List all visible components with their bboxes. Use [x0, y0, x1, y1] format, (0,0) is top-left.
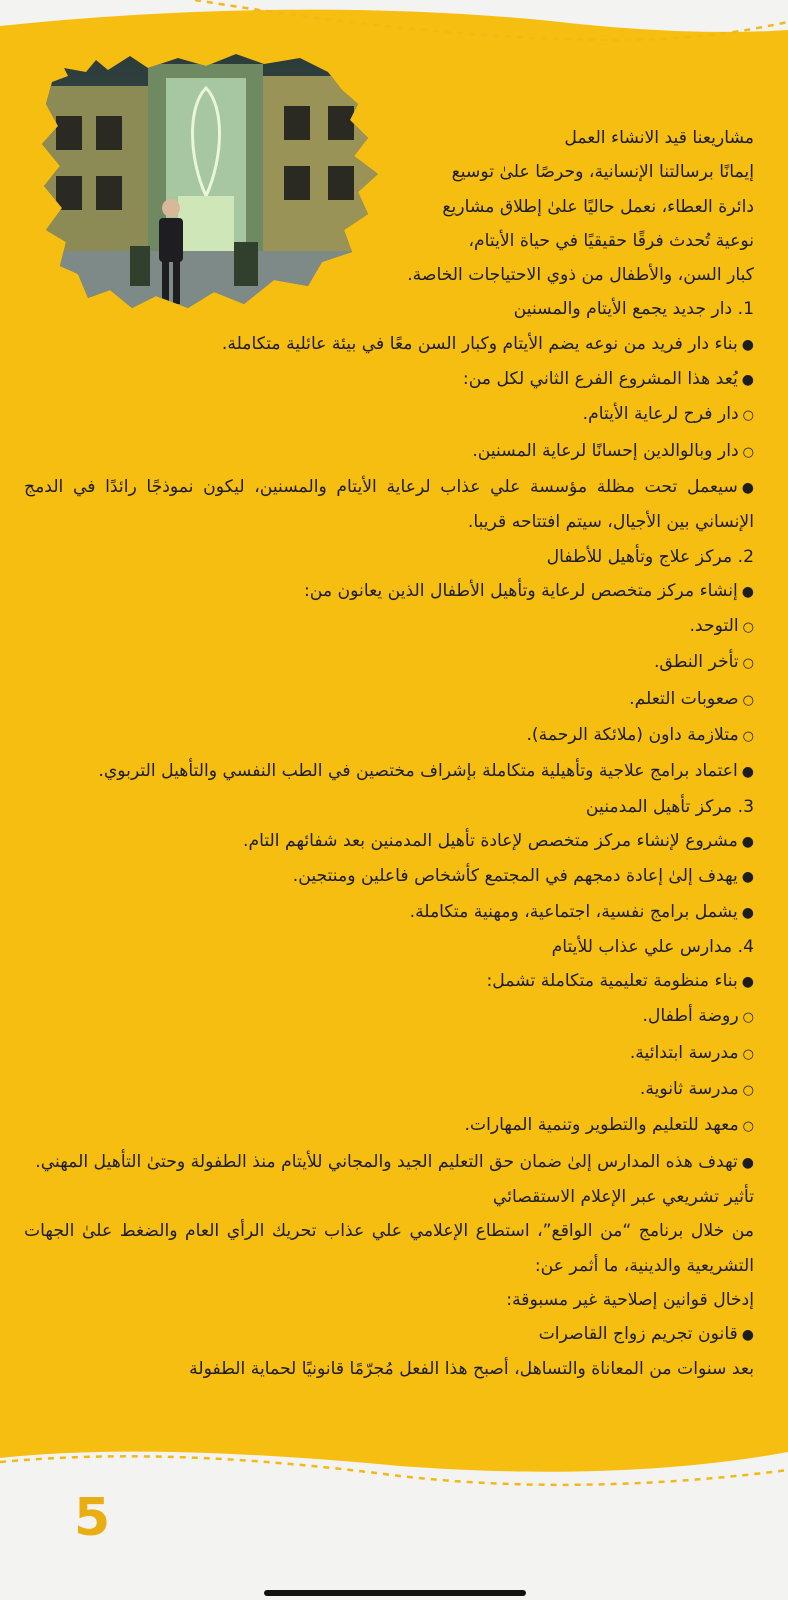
list-item: ●اعتماد برامج علاجية وتأهيلية متكاملة بإشراف مختصين في الطب النفسي والتأهيل التربوي.: [24, 754, 754, 789]
project-2-heading: 2. مركز علاج وتأهيل للأطفال: [546, 546, 754, 567]
circle-bullet-icon: ○: [742, 692, 754, 708]
bullet-icon: ●: [741, 583, 754, 600]
page-number: 5: [74, 1488, 111, 1548]
projects-text: [24, 121, 754, 1387]
project-3-heading: 3. مركز تأهيل المدمنين: [585, 796, 754, 817]
bullet-icon: ●: [741, 904, 754, 921]
list-item: ●سيعمل تحت مظلة مؤسسة علي عذاب لرعاية الأيتام والمسنين، ليكون نموذجًا رائدًا في الدمج الإنساني بين الأجيال، سيتم افتتاحه قريبا.: [24, 470, 754, 540]
bullet-icon: ●: [741, 833, 754, 850]
circle-bullet-icon: ○: [742, 620, 754, 636]
reform-laws-line: إدخال قوانين إصلاحية غير مسبوقة:: [506, 1289, 754, 1310]
list-item: ●إنشاء مركز متخصص لرعاية وتأهيل الأطفال الذين يعانون من:: [24, 574, 754, 609]
closing-line: بعد سنوات من المعاناة والتساهل، أصبح هذا الفعل مُجرّمًا قانونيًا لحماية الطفولة: [189, 1359, 754, 1380]
list-item: ●يُعد هذا المشروع الفرع الثاني لكل من:: [24, 362, 754, 397]
intro-line-2: دائرة العطاء، نعمل حاليًا علىٰ إطلاق مشاريع: [442, 196, 754, 217]
bullet-icon: ●: [741, 336, 754, 353]
list-item: ○روضة أطفال.: [24, 999, 754, 1035]
circle-bullet-icon: ○: [742, 1046, 754, 1062]
list-item: ●مشروع لإنشاء مركز متخصص لإعادة تأهيل المدمنين بعد شفائهم التام.: [24, 824, 754, 859]
list-item: ○متلازمة داون (ملائكة الرحمة).: [24, 718, 754, 754]
bullet-icon: ●: [741, 764, 754, 781]
intro-line-3: نوعية تُحدث فرقًا حقيقيًا في حياة الأيتام،: [468, 230, 754, 251]
bullet-icon: ●: [741, 1154, 754, 1171]
bullet-icon: ●: [741, 869, 754, 886]
circle-bullet-icon: ○: [742, 1119, 754, 1135]
list-item: ●يهدف إلىٰ إعادة دمجهم في المجتمع كأشخاص فاعلين ومنتجين.: [24, 859, 754, 894]
legislative-impact-paragraph: من خلال برنامج “من الواقع”، استطاع الإعلامي علي عذاب تحريك الرأي العام والضغط علىٰ الجهات التشريعية والدينية، ما أثمر عن:: [24, 1221, 754, 1276]
intro-line-1: إيمانًا برسالتنا الإنسانية، وحرصًا علىٰ توسيع: [451, 162, 754, 183]
list-item: ●بناء دار فريد من نوعه يضم الأيتام وكبار السن معًا في بيئة عائلية متكاملة.: [24, 327, 754, 362]
circle-bullet-icon: ○: [742, 1083, 754, 1099]
list-item: ●بناء منظومة تعليمية متكاملة تشمل:: [24, 964, 754, 999]
list-item: ○التوحد.: [24, 609, 754, 645]
list-item: ○دار وبالوالدين إحسانًا لرعاية المسنين.: [24, 434, 754, 470]
list-item: ●تهدف هذه المدارس إلىٰ ضمان حق التعليم الجيد والمجاني للأيتام منذ الطفولة وحتىٰ التأهيل المهني.: [24, 1145, 754, 1180]
circle-bullet-icon: ○: [742, 656, 754, 672]
circle-bullet-icon: ○: [742, 444, 754, 460]
list-item: ○تأخر النطق.: [24, 645, 754, 681]
bullet-icon: ●: [741, 479, 754, 496]
list-item: ●يشمل برامج نفسية، اجتماعية، ومهنية متكاملة.: [24, 895, 754, 930]
list-item: ○معهد للتعليم والتطوير وتنمية المهارات.: [24, 1108, 754, 1144]
heading-projects-under-construction: مشاريعنا قيد الانشاء العمل: [564, 128, 754, 148]
list-item: ●قانون تجريم زواج القاصرات: [24, 1317, 754, 1352]
bullet-icon: ●: [741, 372, 754, 389]
list-item: ○مدرسة ثانوية.: [24, 1072, 754, 1108]
legislative-impact-heading: تأثير تشريعي عبر الإعلام الاستقصائي: [492, 1186, 754, 1207]
list-item: ○مدرسة ابتدائية.: [24, 1036, 754, 1072]
project-4-heading: 4. مدارس علي عذاب للأيتام: [551, 936, 754, 957]
circle-bullet-icon: ○: [742, 408, 754, 424]
bullet-icon: ●: [741, 974, 754, 991]
bullet-icon: ●: [741, 1327, 754, 1344]
circle-bullet-icon: ○: [742, 1010, 754, 1026]
home-indicator[interactable]: [264, 1590, 526, 1596]
intro-line-4: كبار السن، والأطفال من ذوي الاحتياجات الخاصة.: [407, 265, 754, 286]
circle-bullet-icon: ○: [742, 729, 754, 745]
list-item: ○صعوبات التعلم.: [24, 682, 754, 718]
list-item: ○دار فرح لرعاية الأيتام.: [24, 397, 754, 433]
project-1-heading: 1. دار جديد يجمع الأيتام والمسنين: [513, 299, 754, 320]
